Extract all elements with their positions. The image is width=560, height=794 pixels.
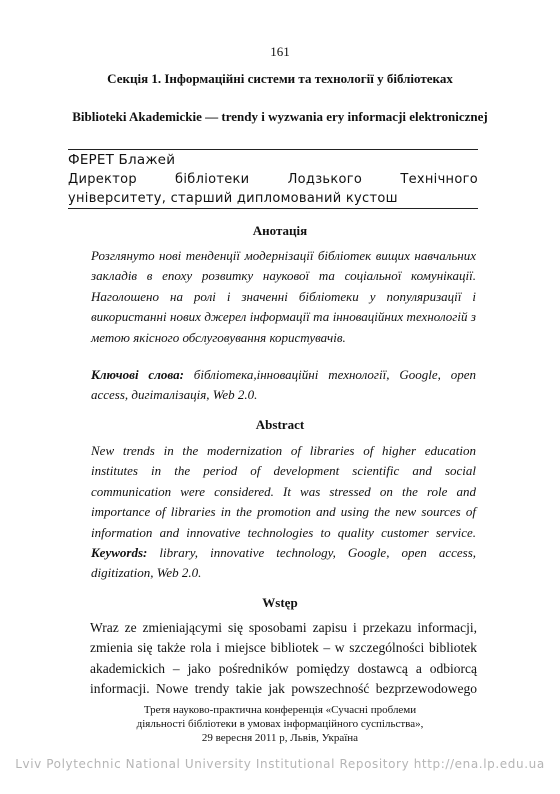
author-name: ФЕРЕТ Блажей [68,152,176,168]
footer-line-2: діяльності бібліотеки в умовах інформаційного суспільства», [136,718,424,730]
article-title: Biblioteki Akademickie — trendy i wyzwania ery informacji elektronicznej [72,109,488,124]
author-affiliation: Директор бібліотеки Лодзького Технічного університету, старший дипломований кустош [68,172,478,206]
abstract-heading: Abstract [255,417,305,432]
annotation-heading: Анотація [252,223,308,238]
footer-line-1: Третя науково-практична конференція «Сучасні проблеми [143,704,417,716]
abstract-keywords-list: library, innovative technology, Google, open access, digitization, Web 2.0. [91,545,477,581]
annotation-text: Розглянуто нові тенденції модернізації бібліотек вищих навчальних закладів в епоху розвитку наукової та соціальної комунікації. Наголошено на ролі і значенні бібліотеки у популяризації і використанні нових джерел інформації та інноваційних технологій з метою якісного обслуговування користувачів. [91,248,476,345]
divider-top [68,149,478,150]
footer-line-3: 29 вересня 2011 р, Львів, Україна [201,732,359,744]
intro-text: Wraz ze zmieniającymi się sposobami zapisu i przekazu informacji, zmienia się także rola i miejsce bibliotek – w szczególności bibliotek akademickich – jako pośredników pomiędzy dostawcą a odbiorcą informacji. Nowe trendy takie jak powszechność bezprzewodowego [90,620,477,697]
page-number: 161 [270,44,290,59]
abstract-keywords [91,543,476,584]
abstract-keywords-label: Keywords: [91,545,148,560]
abstract-text: New trends in the modernization of libraries of higher education institutes in the period of development scientific and social communication were considered. It was stressed on the role and importance of libraries in the promotion and using the new sources of information and innovative technologies to quality customer service. [91,443,476,540]
section-title: Секція 1. Інформаційні системи та технології у бібліотеках [107,71,453,86]
annotation-keywords-list: бібліотека,інноваційні технології, Google, open access, дигіталізація, Web 2.0. [91,367,477,403]
annotation-keywords-label: Ключові слова: [91,367,184,382]
annotation-keywords [91,365,476,406]
conference-footer [60,703,500,745]
intro-heading: Wstęp [262,595,298,610]
divider-bottom [68,208,478,209]
repository-watermark: Lviv Polytechnic National University Institutional Repository http://ena.lp.edu.ua [15,757,545,771]
